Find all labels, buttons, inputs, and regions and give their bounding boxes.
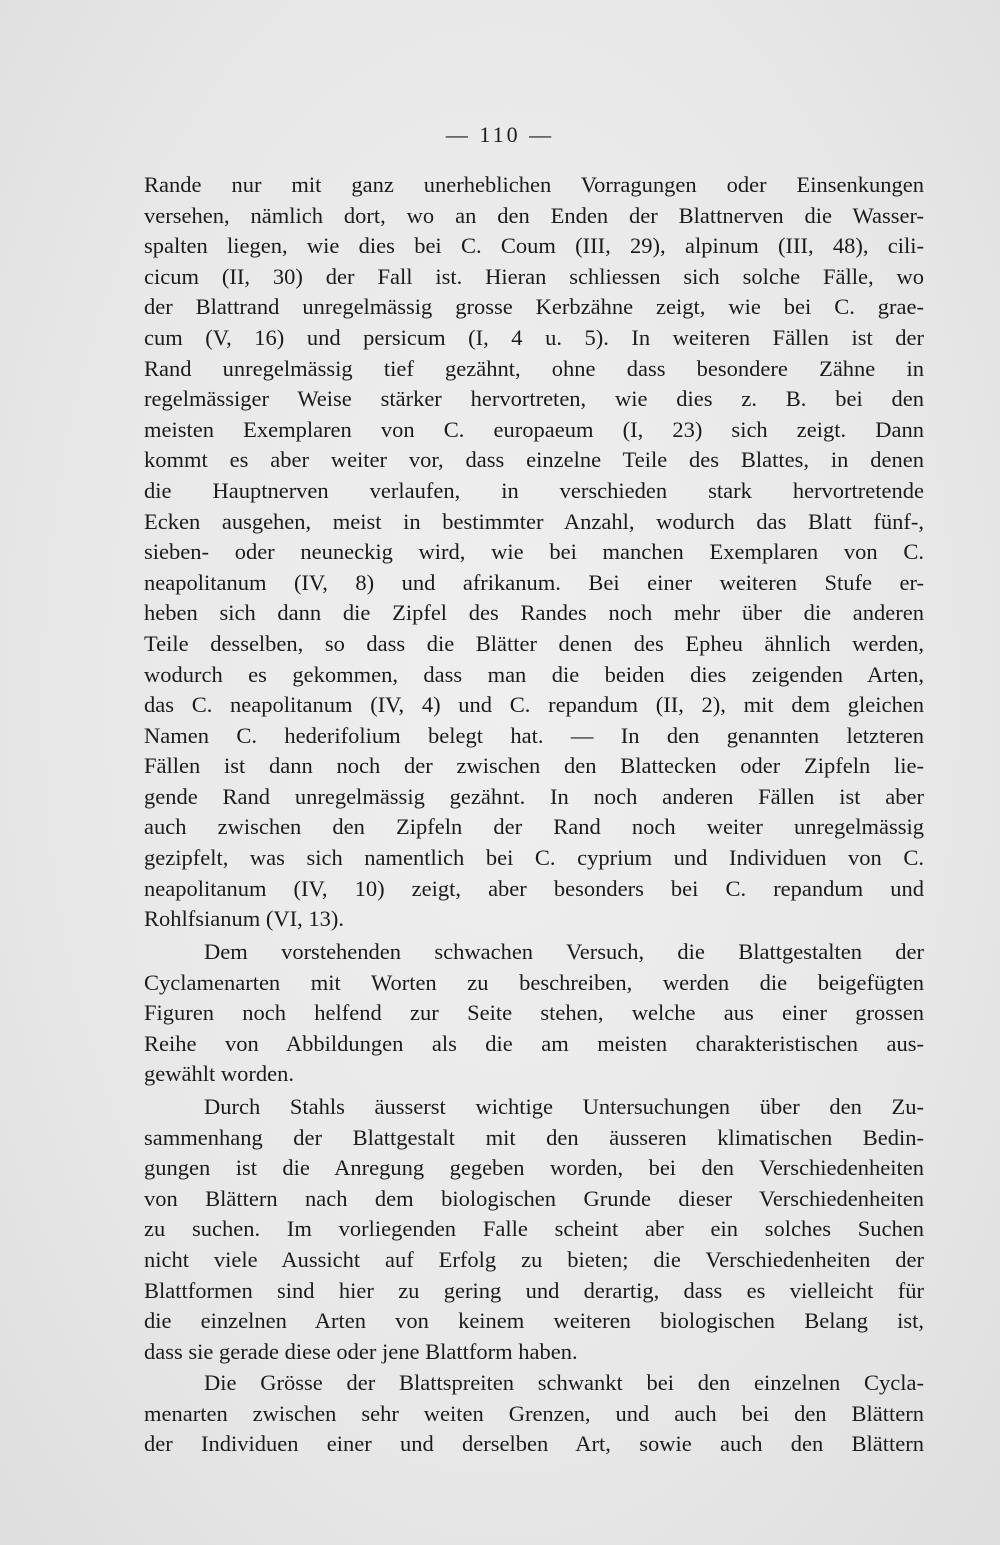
text-line: menarten zwischen sehr weiten Grenzen, und auch bei den Blättern (144, 1400, 924, 1426)
text-line: Fällen ist dann noch der zwischen den Blattecken oder Zipfeln lie- (144, 753, 924, 779)
text-line: sammenhang der Blattgestalt mit den äusseren klimatischen Bedin- (144, 1124, 924, 1150)
text-line: Reihe von Abbildungen als die am meisten charakteristischen aus- (144, 1030, 924, 1056)
text-line: Durch Stahls äusserst wichtige Untersuchungen über den Zu- (204, 1094, 924, 1119)
text-line: dass sie gerade diese oder jene Blattform haben. (144, 1338, 578, 1364)
text-line: das C. neapolitanum (IV, 4) und C. repandum (II, 2), mit dem gleichen (144, 692, 924, 718)
text-line: gewählt worden. (144, 1061, 294, 1087)
text-line: sieben- oder neuneckig wird, wie bei manchen Exemplaren von C. (144, 539, 924, 565)
paragraph-2 (144, 937, 924, 1090)
text-line: die einzelnen Arten von keinem weiteren biologischen Belang ist, (144, 1308, 924, 1334)
text-line: meisten Exemplaren von C. europaeum (I, 23) sich zeigt. Dann (144, 416, 924, 442)
paragraph-3 (144, 1092, 924, 1367)
text-line: Rande nur mit ganz unerheblichen Vorragungen oder Einsenkungen (144, 172, 924, 197)
text-line: auch zwischen den Zipfeln der Rand noch weiter unregelmässig (144, 814, 924, 840)
text-line: Rohlfsianum (VI, 13). (144, 906, 344, 932)
text-line: Dem vorstehenden schwachen Versuch, die Blattgestalten der (204, 939, 924, 964)
text-line: zu suchen. Im vorliegenden Falle scheint aber ein solches Suchen (144, 1216, 924, 1242)
text-line: Figuren noch helfend zur Seite stehen, welche aus einer grossen (144, 1000, 924, 1026)
text-line: regelmässiger Weise stärker hervortreten, wie dies z. B. bei den (144, 386, 924, 412)
page-number: — 110 — (445, 122, 555, 147)
text-line: gezipfelt, was sich namentlich bei C. cyprium und Individuen von C. (144, 845, 924, 871)
text-line: Teile desselben, so dass die Blätter denen des Epheu ähnlich werden, (144, 630, 924, 656)
text-line: cum (V, 16) und persicum (I, 4 u. 5). In weiteren Fällen ist der (144, 324, 924, 350)
text-line: Cyclamenarten mit Worten zu beschreiben, werden die beigefügten (144, 969, 924, 995)
text-line: von Blättern nach dem biologischen Grunde dieser Verschiedenheiten (144, 1185, 924, 1211)
text-line: neapolitanum (IV, 8) und afrikanum. Bei einer weiteren Stufe er- (144, 569, 924, 595)
text-line: Rand unregelmässig tief gezähnt, ohne dass besondere Zähne in (144, 355, 924, 381)
text-line: nicht viele Aussicht auf Erfolg zu bieten; die Verschiedenheiten der (144, 1246, 924, 1272)
text-line: kommt es aber weiter vor, dass einzelne Teile des Blattes, in denen (144, 447, 924, 473)
text-line: Namen C. hederifolium belegt hat. — In den genannten letzteren (144, 722, 924, 748)
text-line: versehen, nämlich dort, wo an den Enden der Blattnerven die Wasser- (144, 202, 924, 228)
text-line: der Blattrand unregelmässig grosse Kerbzähne zeigt, wie bei C. grae- (144, 294, 924, 320)
text-line: die Hauptnerven verlaufen, in verschieden stark hervortretende (144, 477, 924, 503)
text-line: wodurch es gekommen, dass man die beiden dies zeigenden Arten, (144, 661, 924, 687)
text-line: der Individuen einer und derselben Art, sowie auch den Blättern (144, 1431, 924, 1457)
text-line: cicum (II, 30) der Fall ist. Hieran schliessen sich solche Fälle, wo (144, 263, 924, 289)
text-line: Die Grösse der Blattspreiten schwankt bei den einzelnen Cycla- (204, 1370, 924, 1395)
text-line: gende Rand unregelmässig gezähnt. In noch anderen Fällen ist aber (144, 783, 924, 809)
paragraph-1 (144, 170, 924, 935)
text-line: heben sich dann die Zipfel des Randes noch mehr über die anderen (144, 600, 924, 626)
text-line: gungen ist die Anregung gegeben worden, bei den Verschiedenheiten (144, 1155, 924, 1181)
text-line: Ecken ausgehen, meist in bestimmter Anzahl, wodurch das Blatt fünf-, (144, 508, 924, 534)
text-line: Blattformen sind hier zu gering und derartig, dass es vielleicht für (144, 1277, 924, 1303)
text-line: spalten liegen, wie dies bei C. Coum (III, 29), alpinum (III, 48), cili- (144, 233, 924, 259)
paragraph-4 (144, 1368, 924, 1460)
text-line: neapolitanum (IV, 10) zeigt, aber besonders bei C. repandum und (144, 875, 924, 901)
